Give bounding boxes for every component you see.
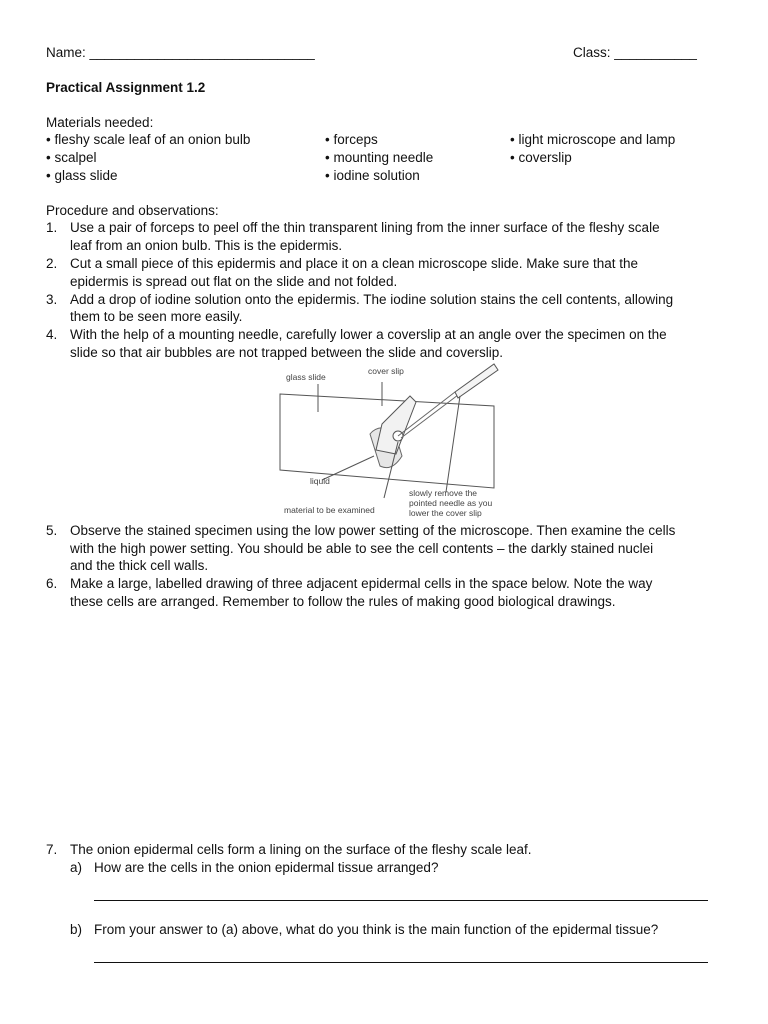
step-text: these cells are arranged. Remember to follow the rules of making good biological drawings.	[70, 594, 616, 609]
step-number: 3.	[46, 292, 58, 307]
needle-handle-shape	[455, 364, 498, 398]
step-text: epidermis is spread out flat on the slide and not folded.	[70, 274, 398, 289]
step-text: leaf from an onion bulb. This is the epidermis.	[70, 238, 343, 253]
name-field-label: Name: ______________________________	[46, 45, 315, 60]
procedure-heading: Procedure and observations:	[46, 203, 219, 218]
label-glass-slide: glass slide	[286, 372, 326, 382]
step-text: Use a pair of forceps to peel off the thin transparent lining from the inner surface of the fleshy scale	[70, 220, 660, 235]
step-text: slide so that air bubbles are not trapped between the slide and coverslip.	[70, 345, 504, 360]
label-material: material to be examined	[284, 505, 375, 515]
label-needle-note-3: lower the cover slip	[409, 508, 482, 518]
subquestion-a-label: a)	[70, 860, 83, 875]
list-item: • glass slide	[46, 168, 118, 183]
list-item: • forceps	[325, 132, 378, 147]
list-item: • mounting needle	[325, 150, 434, 165]
answer-line-b[interactable]	[94, 962, 708, 963]
label-needle-note-1: slowly remove the	[409, 488, 478, 498]
step-number: 6.	[46, 576, 58, 591]
question-stem: The onion epidermal cells form a lining on the surface of the fleshy scale leaf.	[70, 842, 532, 857]
step-number: 4.	[46, 327, 58, 342]
list-item: • iodine solution	[325, 168, 420, 183]
label-needle-note-2: pointed needle as you	[409, 498, 493, 508]
step-text: With the help of a mounting needle, carefully lower a coverslip at an angle over the specimen on the	[70, 327, 667, 342]
answer-line-a[interactable]	[94, 900, 708, 901]
materials-heading: Materials needed:	[46, 115, 154, 130]
list-item: • fleshy scale leaf of an onion bulb	[46, 132, 251, 147]
step-number: 1.	[46, 220, 58, 235]
label-liquid: liquid	[310, 476, 330, 486]
step-text: them to be seen more easily.	[70, 309, 243, 324]
subquestion-a-text: How are the cells in the onion epidermal tissue arranged?	[94, 860, 439, 875]
subquestion-b-label: b)	[70, 922, 83, 937]
step-text: and the thick cell walls.	[70, 558, 209, 573]
coverslip-figure	[270, 362, 510, 522]
class-field-label: Class: ___________	[573, 45, 697, 60]
step-number: 5.	[46, 523, 58, 538]
subquestion-b-text: From your answer to (a) above, what do you think is the main function of the epidermal tissue?	[94, 922, 659, 937]
page-title: Practical Assignment 1.2	[46, 80, 206, 95]
label-cover-slip: cover slip	[368, 366, 404, 376]
step-text: Observe the stained specimen using the low power setting of the microscope. Then examine the cells	[70, 523, 676, 538]
step-text: Cut a small piece of this epidermis and place it on a clean microscope slide. Make sure that the	[70, 256, 639, 271]
step-number: 2.	[46, 256, 58, 271]
question-number: 7.	[46, 842, 58, 857]
list-item: • scalpel	[46, 150, 97, 165]
drawing-space[interactable]	[46, 620, 722, 830]
list-item: • light microscope and lamp	[510, 132, 676, 147]
list-item: • coverslip	[510, 150, 572, 165]
step-text: Add a drop of iodine solution onto the epidermis. The iodine solution stains the cell contents, allowing	[70, 292, 674, 307]
step-text: with the high power setting. You should be able to see the cell contents – the darkly stained nuclei	[70, 541, 654, 556]
step-text: Make a large, labelled drawing of three adjacent epidermal cells in the space below. Note the way	[70, 576, 653, 591]
